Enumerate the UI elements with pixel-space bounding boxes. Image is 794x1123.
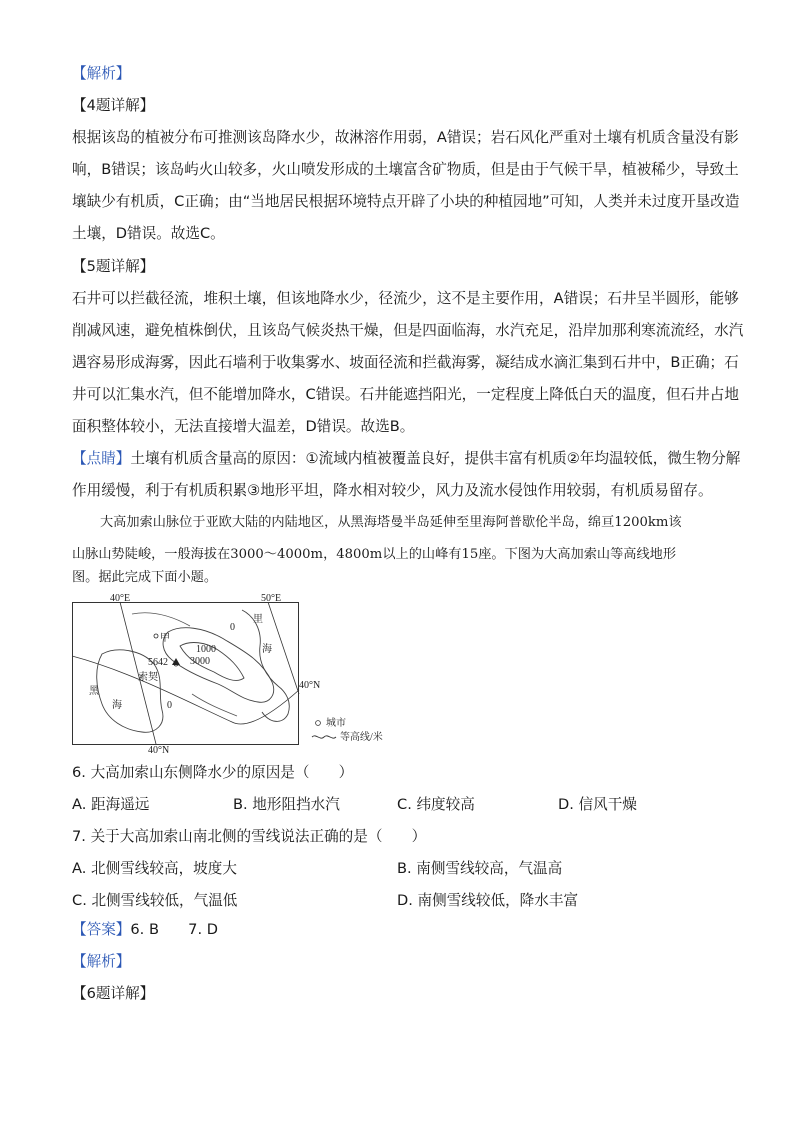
- caspian-sea-coast: [242, 610, 289, 721]
- contour-line: [192, 694, 237, 716]
- q6-option-d: D. 信风干燥: [558, 796, 637, 813]
- legend-contour-symbol: [312, 736, 336, 738]
- legend-city-label: 城市: [326, 718, 346, 729]
- legend-contour-label: 等高线/米: [340, 732, 383, 743]
- caucasus-contour-map: [72, 594, 412, 754]
- tip-label: 【点睛】: [72, 450, 131, 467]
- city-marker: [154, 634, 158, 638]
- black-sea-hai-label: 海: [112, 700, 122, 711]
- answer-line: [72, 920, 724, 940]
- q5-line: 遇容易形成海雾，因此石墙利于收集雾水、坡面径流和拦截海雾，凝结成水滴汇集到石井中，B正确；石: [72, 354, 739, 371]
- lat-right-label: 40°N: [299, 680, 321, 691]
- answer-label: 【答案】: [72, 921, 131, 938]
- q4-line: 壤缺少有机质，C正确；由“当地居民根据环境特点开辟了小块的种植园地”可知，人类并未过度开垦改造: [72, 193, 740, 210]
- contour-1000-label: 1000: [196, 644, 216, 655]
- lat-bottom-label: 40°N: [148, 745, 170, 754]
- q4-line: 根据该岛的植被分布可推测该岛降水少，故淋溶作用弱，A错误；岩石风化严重对土壤有机质含量没有影: [72, 129, 739, 146]
- parallel-40n: [72, 656, 299, 724]
- q5-line: 石井可以拦截径流，堆积土壤，但该地降水少，径流少，这不是主要作用，A错误；石井呈半圆形，能够: [72, 290, 739, 307]
- intro-line: 山脉山势陡峻，一般海拔在3000～4000m，4800m以上的山峰有15座。下图为大高加索山等高线地形: [72, 547, 677, 562]
- lon-left-label: 40°E: [110, 594, 131, 604]
- analysis-label: 【解析】: [72, 953, 131, 970]
- contour-line: [132, 613, 190, 626]
- q5-line: 面积整体较小，无法直接增大温差，D错误。故选B。: [72, 418, 415, 435]
- q7-option-c: C. 北侧雪线较低，气温低: [72, 892, 238, 909]
- q7-stem: 7. 关于大高加索山南北侧的雪线说法正确的是（ ）: [72, 828, 427, 845]
- lon-right-label: 50°E: [261, 594, 282, 604]
- meridian-50e: [268, 602, 299, 694]
- q7-option-d: D. 南侧雪线较低，降水丰富: [397, 892, 579, 909]
- caspian-hai-label: 海: [262, 644, 272, 655]
- q6-stem: 6. 大高加索山东侧降水少的原因是（ ）: [72, 764, 354, 781]
- q5-line: 削减风速，避免植株倒伏，且该岛气候炎热干燥，但是四面临海，水汽充足，沿岸加那利寒流流经，水汽: [72, 322, 744, 339]
- q6-option-a: A. 距海遥远: [72, 796, 150, 813]
- place-jia-label: 甲: [160, 633, 170, 644]
- tip-line-1: [72, 449, 741, 469]
- analysis-label: 【解析】: [72, 65, 131, 82]
- q4-line: 响，B错误；该岛屿火山较多，火山喷发形成的土壤富含矿物质，但是由于气候干旱，植被稀少，导致土: [72, 161, 739, 178]
- city-sochi-label: 索契: [138, 672, 158, 683]
- intro-line: 大高加索山脉位于亚欧大陆的内陆地区，从黑海塔曼半岛延伸至里海阿普歇伦半岛，绵亘1200km该: [100, 515, 682, 530]
- contour-3000-label: 3000: [190, 656, 210, 667]
- answer-text: 6. B 7. D: [130, 921, 218, 938]
- q6-option-c: C. 纬度较高: [397, 796, 475, 813]
- q5-heading: 【5题详解】: [72, 258, 155, 275]
- contour-0-label: 0: [230, 622, 235, 633]
- black-sea-hei-label: 黑: [89, 686, 99, 697]
- peak-elevation-label: 5642: [148, 657, 168, 668]
- tip-text: 土壤有机质含量高的原因：①流域内植被覆盖良好，提供丰富有机质②年均温较低，微生物分解: [130, 450, 741, 467]
- q4-heading: 【4题详解】: [72, 97, 155, 114]
- q6-detail-heading: 【6题详解】: [72, 985, 155, 1002]
- q4-line: 土壤，D错误。故选C。: [72, 225, 225, 242]
- q5-line: 井可以汇集水汽，但不能增加降水，C错误。石井能遮挡阳光，一定程度上降低白天的温度，但石井占地: [72, 386, 739, 403]
- q7-option-b: B. 南侧雪线较高，气温高: [397, 860, 563, 877]
- legend-city-symbol: [316, 721, 321, 726]
- contour-0-bottom-label: 0: [167, 700, 172, 711]
- intro-line: 图。据此完成下面小题。: [72, 570, 218, 585]
- q7-option-a: A. 北侧雪线较高，坡度大: [72, 860, 237, 877]
- contour-1000: [163, 628, 274, 703]
- q6-option-b: B. 地形阻挡水汽: [233, 796, 340, 813]
- caspian-li-label: 里: [253, 614, 263, 625]
- tip-line-2: 作用缓慢，利于有机质积累③地形平坦，降水相对较少，风力及流水侵蚀作用较弱，有机质易留存。: [72, 482, 713, 499]
